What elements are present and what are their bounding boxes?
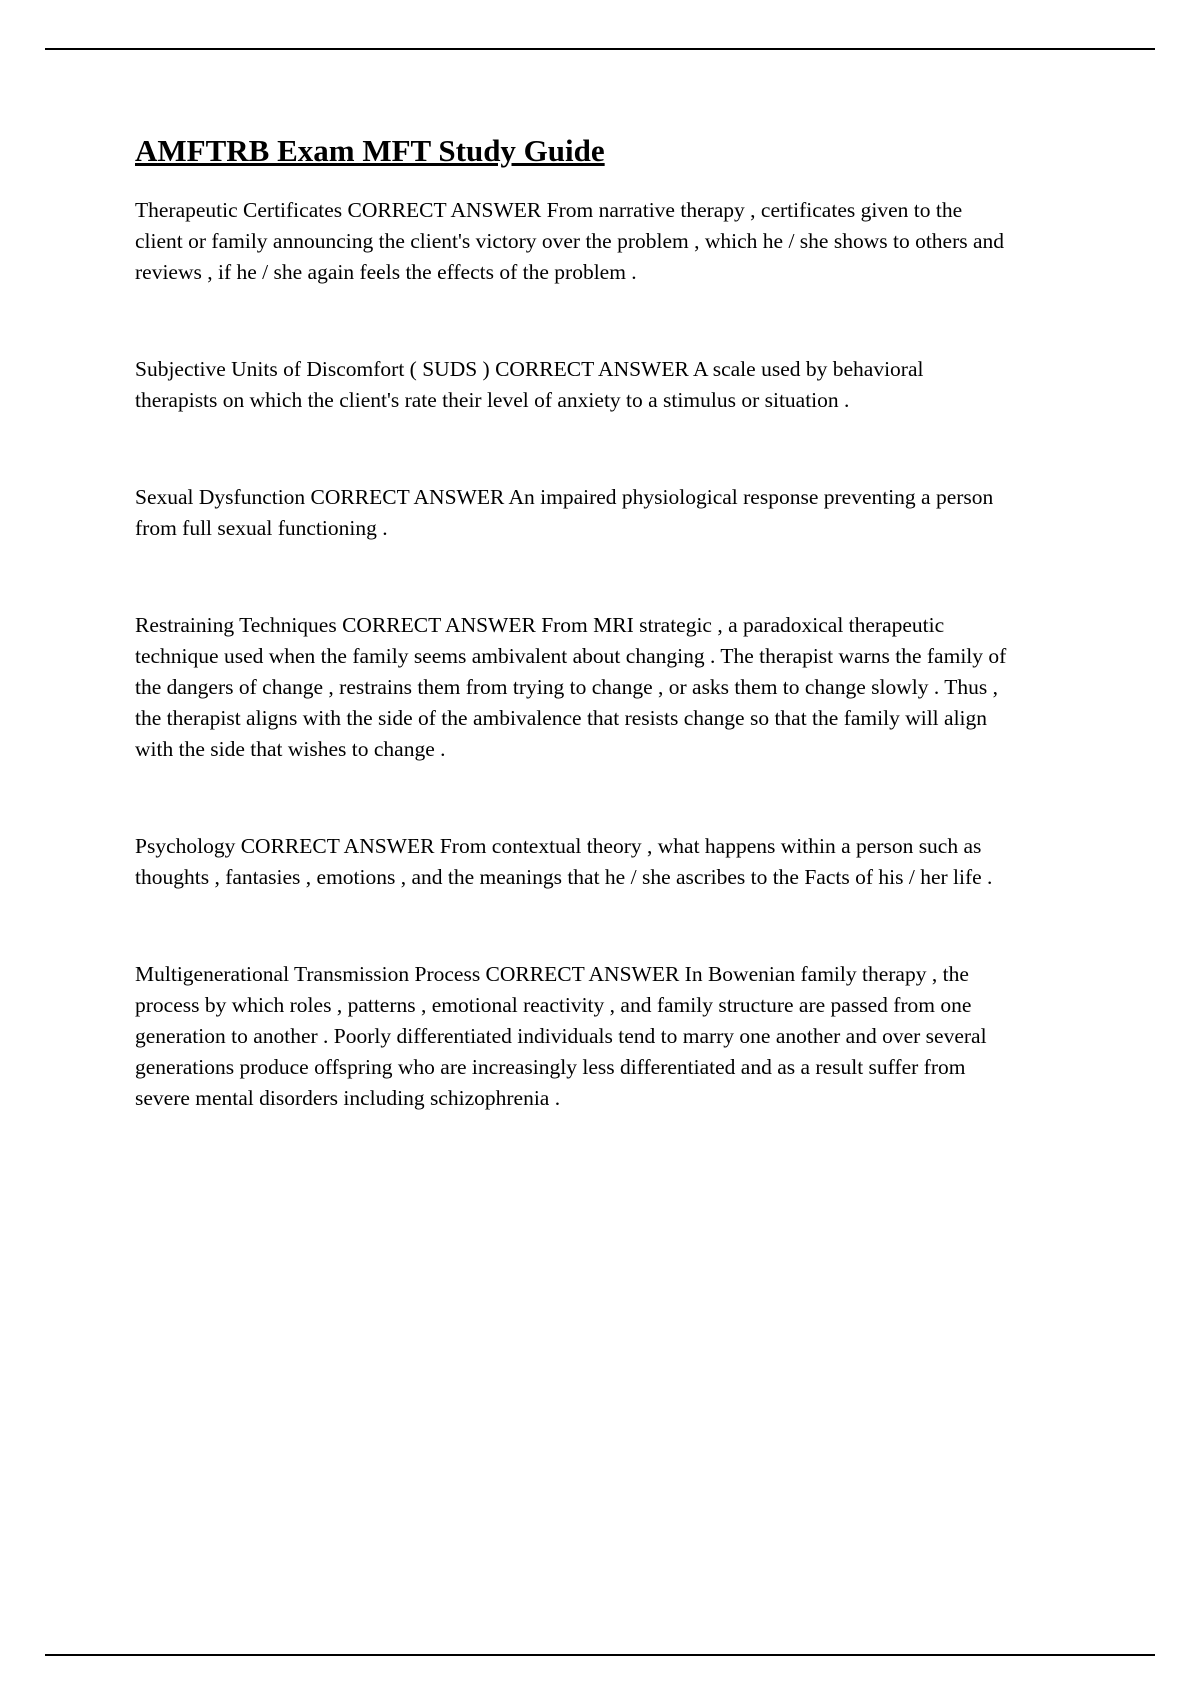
paragraph-sexual-dysfunction: Sexual Dysfunction CORRECT ANSWER An impaired physiological response preventing a person from full sexual functioning . — [135, 485, 994, 541]
paragraph-multigenerational-transmission-process: Multigenerational Transmission Process CORRECT ANSWER In Bowenian family therapy , the process by which roles , patterns , emotional reactivity , and family structure are passed from one generation to another . Poorly differentiated individuals tend to marry one another and over several generations produce offspring who are increasingly less differentiated and as a result suffer from severe mental disorders including schizophrenia . — [135, 962, 987, 1111]
top-rule — [45, 48, 1155, 50]
paragraph-psychology: Psychology CORRECT ANSWER From contextual theory , what happens within a person such as thoughts , fantasies , emotions , and the meanings that he / she ascribes to the Facts of his / her life . — [135, 834, 993, 890]
paragraph-therapeutic-certificates: Therapeutic Certificates CORRECT ANSWER From narrative therapy , certificates given to the client or family announcing the client's victory over the problem , which he / she shows to others and reviews , if he / she again feels the effects of the problem . — [135, 198, 1005, 285]
paragraph-restraining-techniques: Restraining Techniques CORRECT ANSWER From MRI strategic , a paradoxical therapeutic technique used when the family seems ambivalent about changing . The therapist warns the family of the dangers of change , restrains them from trying to change , or asks them to change slowly . Thus , the therapist aligns with the side of the ambivalence that resists change so that the family will align with the side that wishes to change . — [135, 613, 1007, 762]
page-title: AMFTRB Exam MFT Study Guide — [135, 133, 605, 168]
document-content — [135, 132, 1007, 1180]
paragraph-subjective-units-of-discomfort: Subjective Units of Discomfort ( SUDS ) CORRECT ANSWER A scale used by behavioral therapists on which the client's rate their level of anxiety to a stimulus or situation . — [135, 357, 924, 413]
bottom-rule — [45, 1654, 1155, 1656]
